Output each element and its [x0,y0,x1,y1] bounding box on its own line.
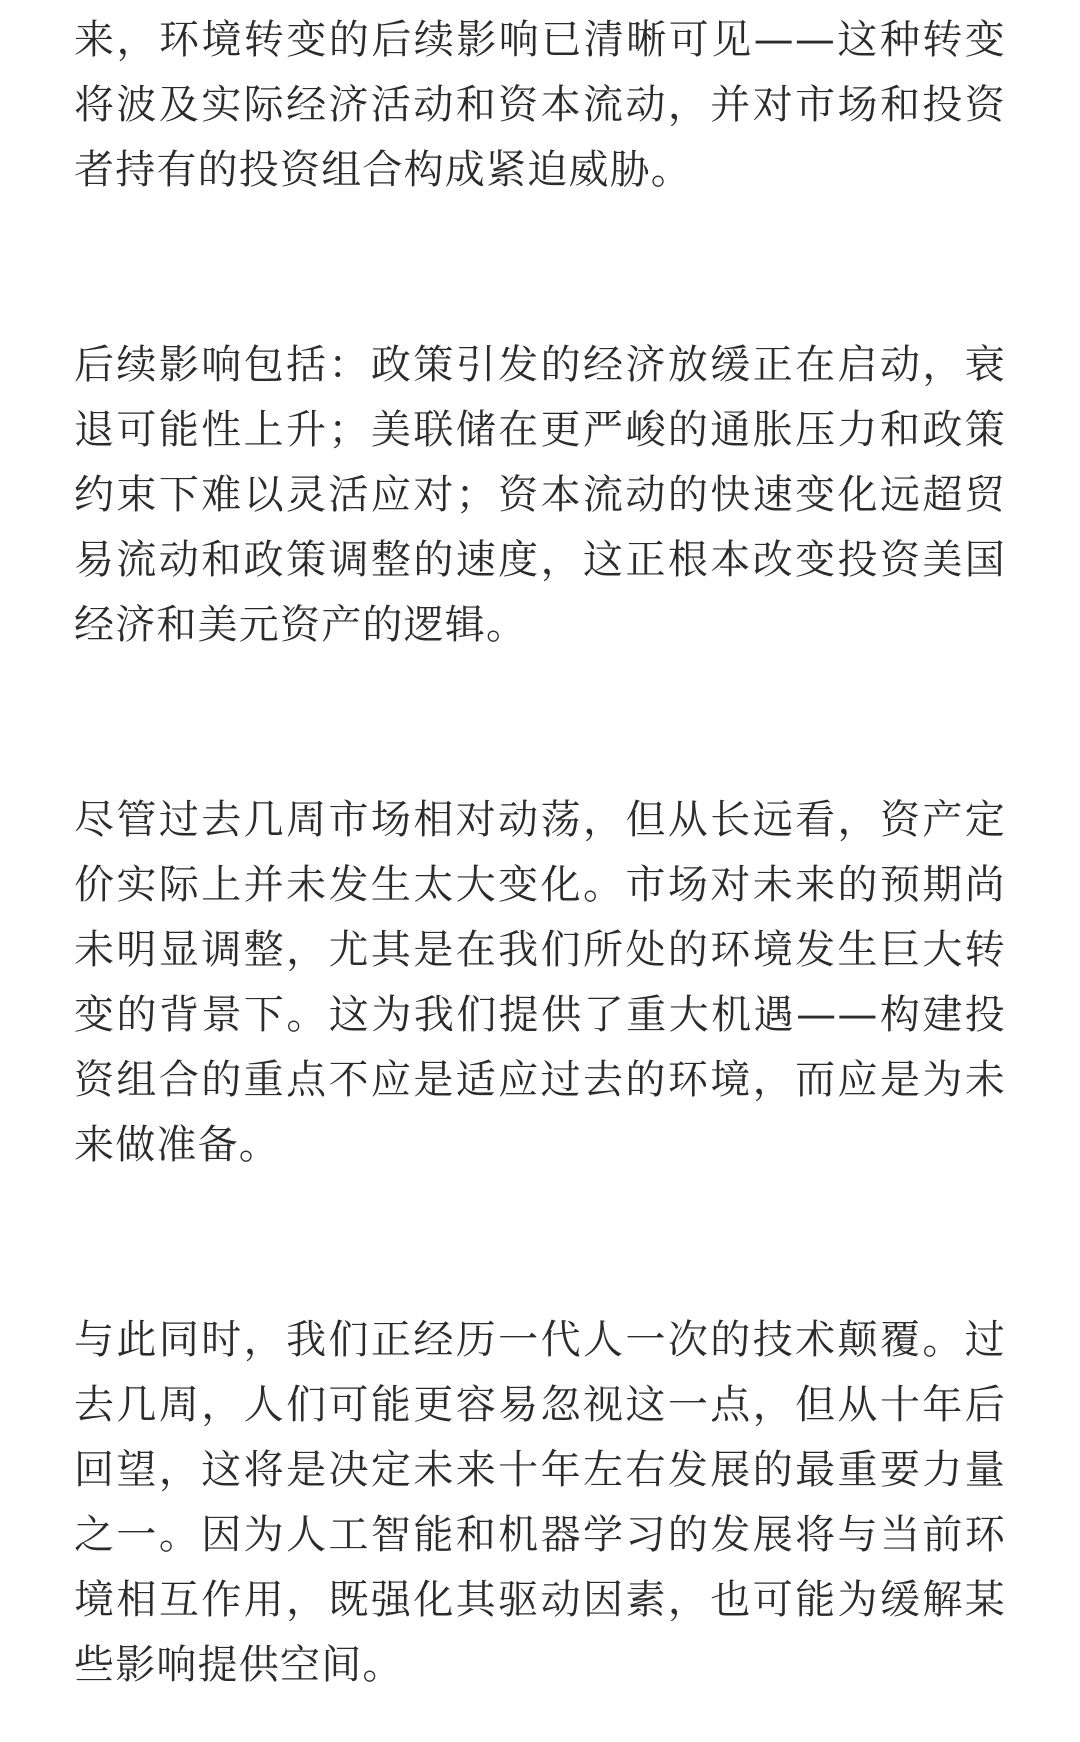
paragraph-1: 来，环境转变的后续影响已清晰可见——这种转变将波及实际经济活动和资本流动，并对市场和投资者持有的投资组合构成紧迫威胁。 [74,17,1006,193]
paragraph-2: 后续影响包括：政策引发的经济放缓正在启动，衰退可能性上升；美联储在更严峻的通胀压力和政策约束下难以灵活应对；资本流动的快速变化远超贸易流动和政策调整的速度，这正根本改变投资美国经济和美元资产的逻辑。 [74,342,1006,648]
article-body [74,8,1006,1698]
paragraph-4: 与此同时，我们正经历一代人一次的技术颠覆。过去几周，人们可能更容易忽视这一点，但从十年后回望，这将是决定未来十年左右发展的最重要力量之一。因为人工智能和机器学习的发展将与当前环境相互作用，既强化其驱动因素，也可能为缓解某些影响提供空间。 [74,1317,1006,1688]
paragraph-3: 尽管过去几周市场相对动荡，但从长远看，资产定价实际上并未发生太大变化。市场对未来的预期尚未明显调整，尤其是在我们所处的环境发生巨大转变的背景下。这为我们提供了重大机遇——构建投资组合的重点不应是适应过去的环境，而应是为未来做准备。 [74,797,1006,1168]
